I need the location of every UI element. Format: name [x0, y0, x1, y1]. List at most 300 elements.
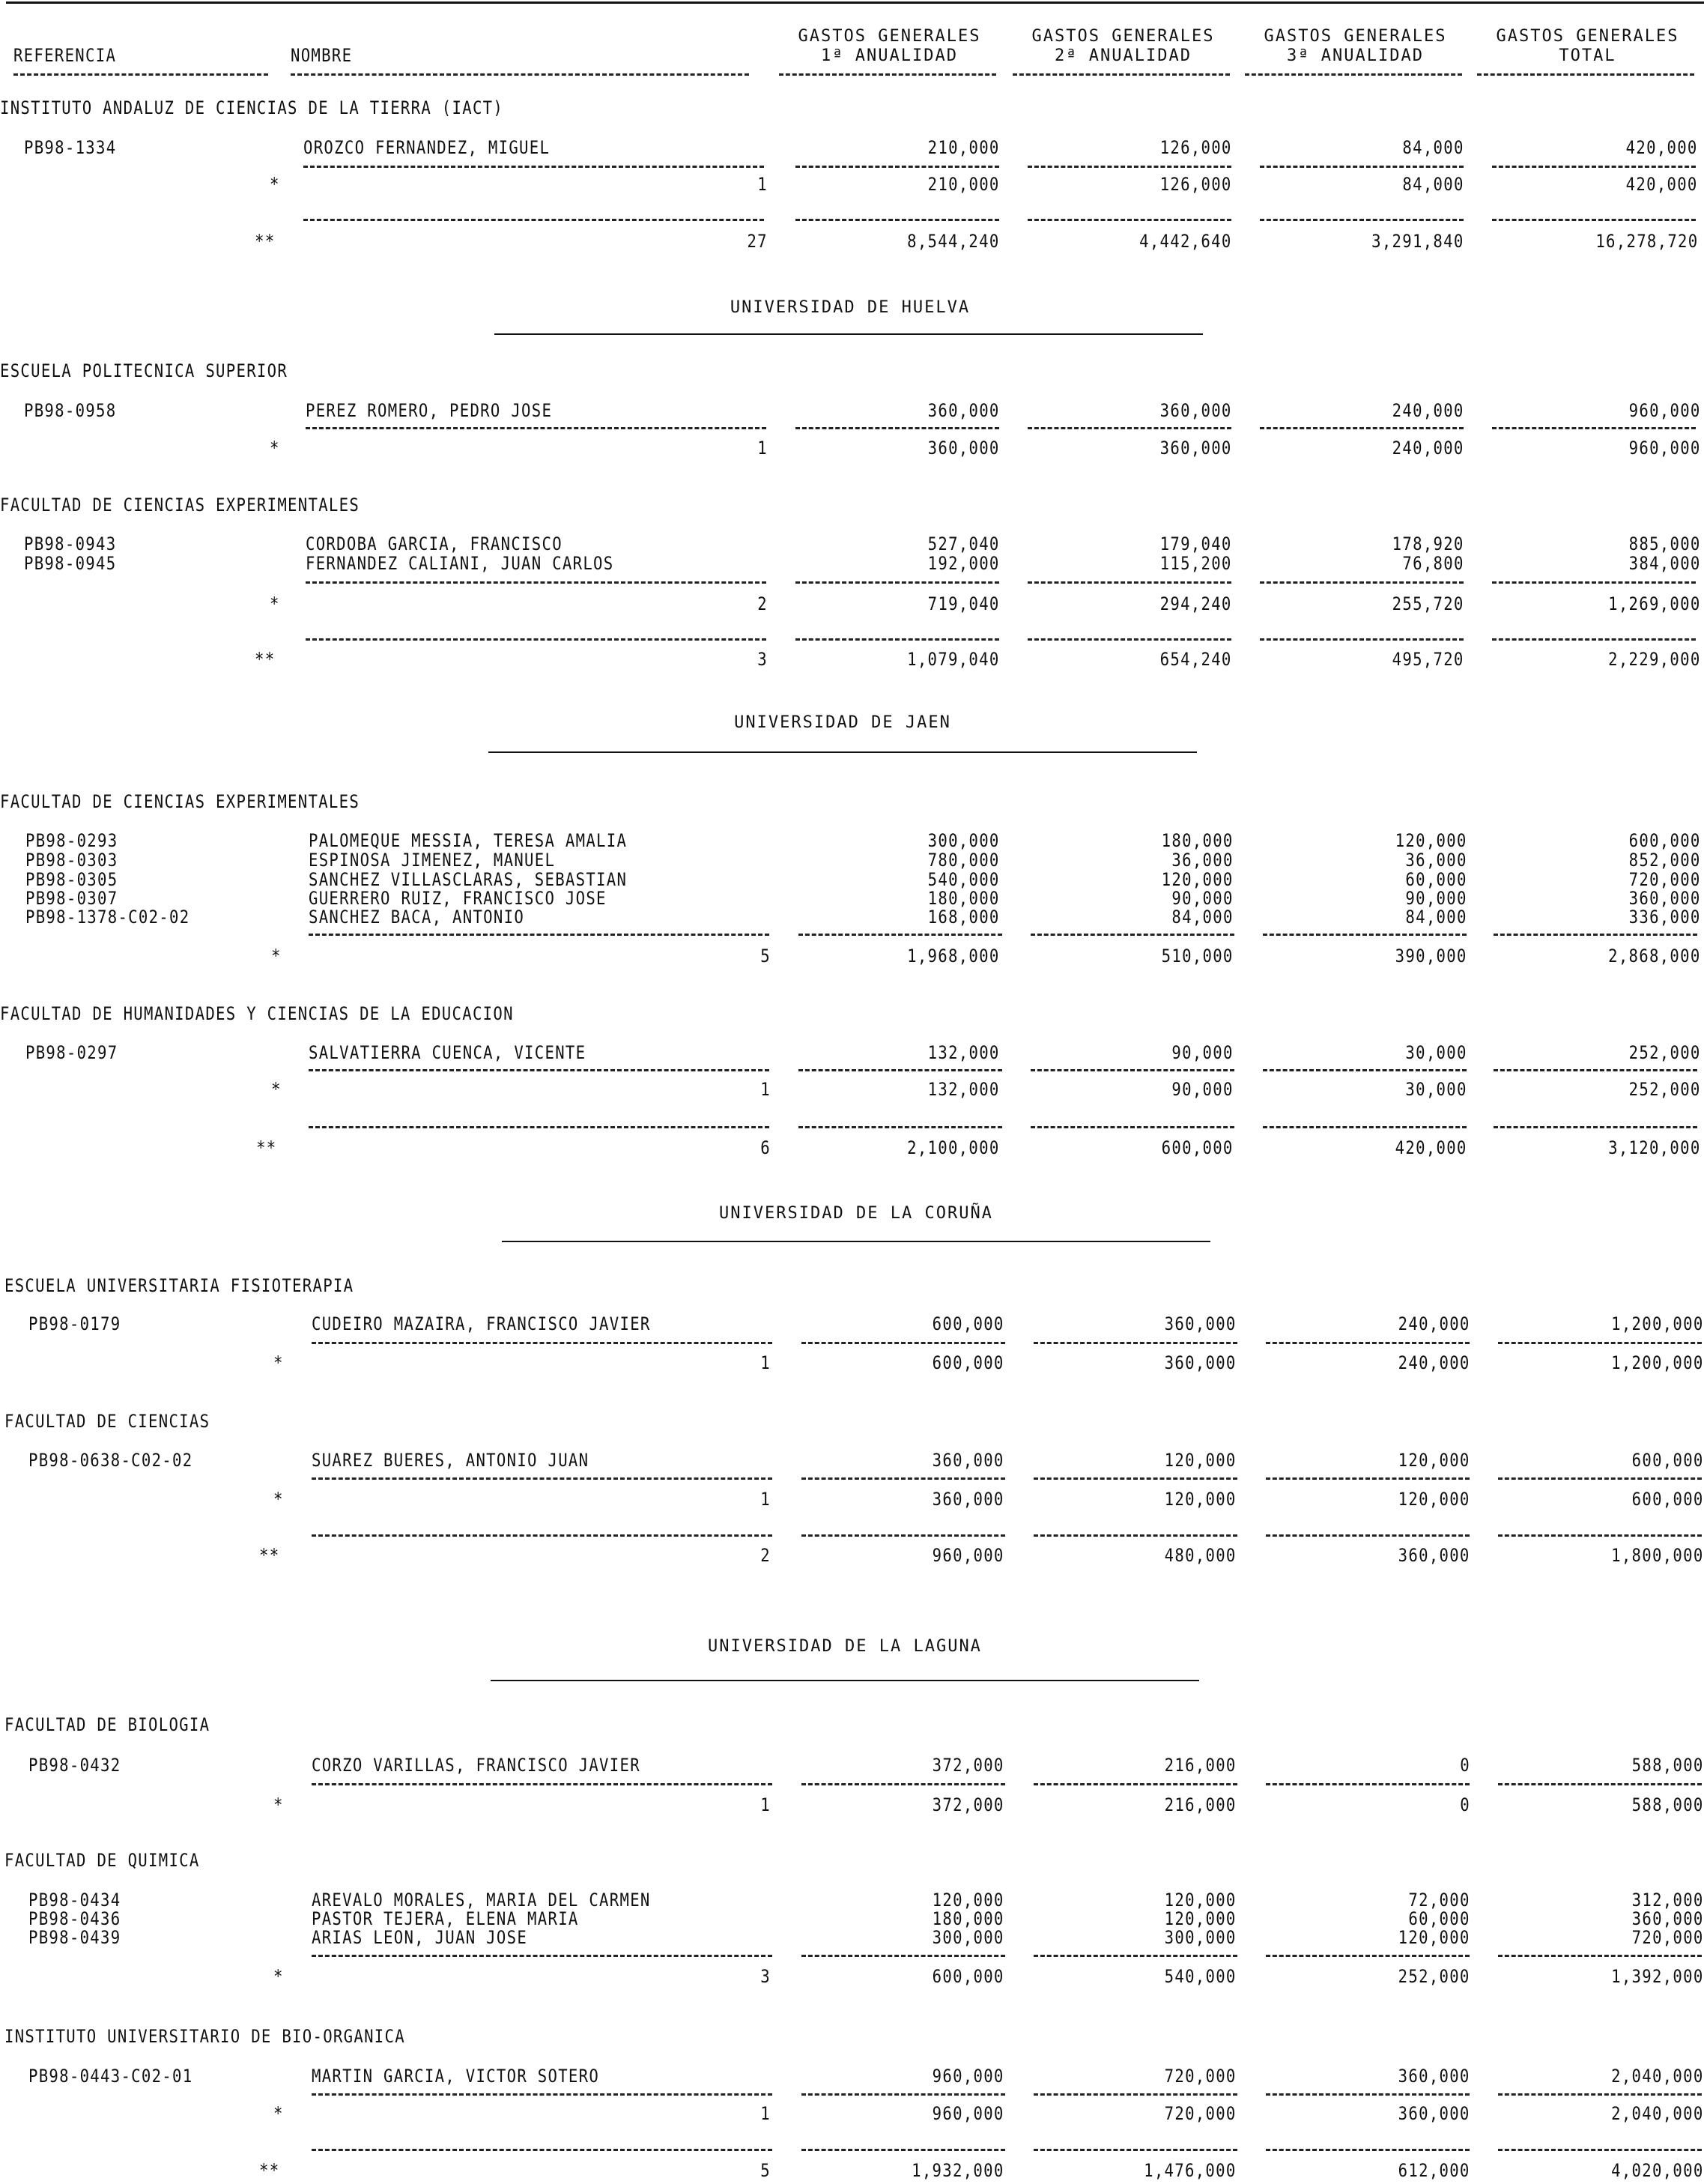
divider: [312, 2093, 772, 2096]
divider: [1492, 427, 1696, 429]
header-col1-l1: GASTOS GENERALES: [798, 27, 981, 46]
divider: [1031, 1069, 1234, 1071]
anualidad-3: 0: [1460, 1794, 1470, 1815]
anualidad-2: 1,476,000: [1144, 2160, 1237, 2181]
subtotal-mark: *: [270, 174, 280, 195]
anualidad-2: 179,040: [1159, 533, 1232, 554]
count: 1: [760, 2103, 771, 2124]
anualidad-2: 360,000: [1164, 1352, 1237, 1373]
anualidad-3: 178,920: [1392, 533, 1464, 554]
divider: [801, 1955, 1005, 1957]
subtotal-mark: *: [271, 946, 282, 967]
divider: [801, 2149, 1005, 2151]
anualidad-2: 120,000: [1164, 1890, 1237, 1911]
total: 960,000: [1628, 400, 1701, 421]
anualidad-1: 132,000: [927, 1042, 1000, 1063]
anualidad-3: 360,000: [1398, 1545, 1470, 1566]
divider: [1492, 581, 1696, 584]
anualidad-3: 30,000: [1405, 1042, 1467, 1063]
anualidad-1: 8,544,240: [907, 231, 1000, 252]
anualidad-1: 527,040: [927, 533, 1000, 554]
university-underline: [502, 1241, 1210, 1242]
divider: [795, 166, 999, 168]
divider: [1260, 581, 1464, 584]
divider: [801, 1342, 1005, 1344]
center-name: ESCUELA UNIVERSITARIA FISIOTERAPIA: [4, 1275, 354, 1296]
divider: [1034, 1534, 1237, 1537]
anualidad-2: 180,000: [1161, 830, 1234, 851]
divider: [309, 934, 769, 936]
nombre: SANCHEZ VILLASCLARAS, SEBASTIAN: [309, 869, 628, 890]
nombre: ESPINOSA JIMENEZ, MANUEL: [309, 850, 556, 871]
anualidad-3: 84,000: [1402, 174, 1464, 195]
header-divider: [1477, 73, 1694, 76]
anualidad-3: 76,800: [1402, 553, 1464, 574]
divider: [1034, 2093, 1237, 2096]
nombre: SALVATIERRA CUENCA, VICENTE: [309, 1042, 586, 1063]
divider: [1494, 1126, 1697, 1128]
nombre: PEREZ ROMERO, PEDRO JOSE: [306, 400, 553, 421]
divider: [1266, 1534, 1470, 1537]
anualidad-2: 120,000: [1164, 1450, 1237, 1471]
divider: [1260, 638, 1464, 641]
university-underline: [491, 1680, 1199, 1681]
divider: [1498, 1477, 1702, 1480]
anualidad-3: 3,291,840: [1371, 231, 1464, 252]
anualidad-1: 120,000: [932, 1890, 1004, 1911]
count: 6: [760, 1137, 771, 1158]
center-name: FACULTAD DE HUMANIDADES Y CIENCIAS DE LA EDUCACION: [0, 1003, 514, 1024]
anualidad-2: 216,000: [1164, 1794, 1237, 1815]
anualidad-1: 360,000: [927, 400, 1000, 421]
anualidad-3: 84,000: [1405, 907, 1467, 928]
divider: [1498, 1955, 1702, 1957]
anualidad-2: 480,000: [1164, 1545, 1237, 1566]
referencia: PB98-0179: [28, 1313, 121, 1334]
referencia: PB98-0443-C02-01: [28, 2066, 193, 2087]
anualidad-2: 600,000: [1161, 1137, 1234, 1158]
divider: [1260, 427, 1464, 429]
anualidad-2: 90,000: [1171, 1079, 1234, 1100]
divider: [1492, 219, 1696, 221]
anualidad-1: 360,000: [932, 1489, 1004, 1510]
anualidad-3: 72,000: [1408, 1890, 1470, 1911]
anualidad-1: 960,000: [932, 1545, 1004, 1566]
divider: [306, 581, 766, 584]
divider: [1034, 1955, 1237, 1957]
divider: [1034, 1783, 1237, 1785]
divider: [1266, 2149, 1470, 2151]
anualidad-3: 240,000: [1392, 438, 1464, 459]
total: 960,000: [1628, 438, 1701, 459]
divider: [1498, 2093, 1702, 2096]
anualidad-2: 360,000: [1159, 438, 1232, 459]
center-name: FACULTAD DE CIENCIAS: [4, 1411, 210, 1432]
anualidad-3: 36,000: [1405, 850, 1467, 871]
total: 2,040,000: [1611, 2066, 1704, 2087]
nombre: CORZO VARILLAS, FRANCISCO JAVIER: [312, 1755, 640, 1776]
divider: [1031, 1126, 1234, 1128]
center-name: INSTITUTO UNIVERSITARIO DE BIO-ORGANICA: [4, 2026, 405, 2047]
anualidad-3: 120,000: [1398, 1927, 1470, 1948]
center-name: INSTITUTO ANDALUZ DE CIENCIAS DE LA TIERRA (IACT): [0, 97, 504, 118]
anualidad-1: 360,000: [927, 438, 1000, 459]
total-mark: **: [259, 1545, 280, 1566]
anualidad-1: 360,000: [932, 1450, 1004, 1471]
referencia: PB98-0432: [28, 1755, 121, 1776]
count: 2: [757, 593, 768, 614]
total: 600,000: [1631, 1489, 1704, 1510]
referencia: PB98-0638-C02-02: [28, 1450, 193, 1471]
center-name: FACULTAD DE CIENCIAS EXPERIMENTALES: [0, 791, 360, 812]
divider: [306, 427, 766, 429]
total: 360,000: [1628, 888, 1701, 909]
count: 5: [760, 2160, 771, 2181]
anualidad-2: 294,240: [1159, 593, 1232, 614]
anualidad-2: 90,000: [1171, 888, 1234, 909]
center-name: ESCUELA POLITECNICA SUPERIOR: [0, 360, 288, 381]
anualidad-1: 960,000: [932, 2103, 1004, 2124]
anualidad-3: 90,000: [1405, 888, 1467, 909]
anualidad-1: 960,000: [932, 2066, 1004, 2087]
header-col4-l1: GASTOS GENERALES: [1496, 27, 1679, 46]
total: 1,392,000: [1611, 1966, 1704, 1987]
total: 336,000: [1628, 907, 1701, 928]
divider: [309, 1069, 769, 1071]
anualidad-3: 612,000: [1398, 2160, 1470, 2181]
divider: [795, 219, 999, 221]
divider: [1028, 427, 1231, 429]
anualidad-1: 1,968,000: [907, 946, 1000, 967]
university-title: UNIVERSIDAD DE HUELVA: [730, 298, 971, 317]
anualidad-3: 420,000: [1395, 1137, 1467, 1158]
total: 16,278,720: [1595, 231, 1698, 252]
divider: [312, 1534, 772, 1537]
anualidad-1: 1,932,000: [912, 2160, 1004, 2181]
total: 3,120,000: [1608, 1137, 1701, 1158]
divider: [303, 219, 764, 221]
subtotal-mark: *: [273, 1352, 284, 1373]
anualidad-3: 360,000: [1398, 2103, 1470, 2124]
anualidad-2: 36,000: [1171, 850, 1234, 871]
divider: [312, 2149, 772, 2151]
anualidad-3: 120,000: [1398, 1450, 1470, 1471]
divider: [309, 1126, 769, 1128]
divider: [795, 638, 999, 641]
total: 2,040,000: [1611, 2103, 1704, 2124]
nombre: GUERRERO RUIZ, FRANCISCO JOSE: [309, 888, 607, 909]
anualidad-3: 240,000: [1398, 1313, 1470, 1334]
anualidad-1: 300,000: [927, 830, 1000, 851]
university-title: UNIVERSIDAD DE JAEN: [734, 713, 951, 732]
center-name: FACULTAD DE QUIMICA: [4, 1850, 200, 1871]
anualidad-1: 372,000: [932, 1755, 1004, 1776]
subtotal-mark: *: [273, 1794, 284, 1815]
referencia: PB98-0293: [25, 830, 118, 851]
header-col3-l2: 3ª ANUALIDAD: [1287, 46, 1424, 65]
count: 3: [760, 1966, 771, 1987]
divider: [312, 1955, 772, 1957]
university-underline: [494, 333, 1203, 335]
anualidad-2: 120,000: [1164, 1489, 1237, 1510]
divider: [1263, 934, 1467, 936]
nombre: SUAREZ BUERES, ANTONIO JUAN: [312, 1450, 589, 1471]
divider: [1266, 1477, 1470, 1480]
anualidad-2: 115,200: [1159, 553, 1232, 574]
divider: [1034, 2149, 1237, 2151]
referencia: PB98-0307: [25, 888, 118, 909]
nombre: PALOMEQUE MESSIA, TERESA AMALIA: [309, 830, 628, 851]
header-nombre: NOMBRE: [291, 45, 353, 66]
referencia: PB98-0297: [25, 1042, 118, 1063]
university-underline: [488, 751, 1197, 753]
header-referencia: REFERENCIA: [13, 45, 117, 66]
referencia: PB98-0305: [25, 869, 118, 890]
anualidad-2: 120,000: [1161, 869, 1234, 890]
total: 600,000: [1631, 1450, 1704, 1471]
header-col2-l2: 2ª ANUALIDAD: [1055, 46, 1192, 65]
anualidad-2: 540,000: [1164, 1966, 1237, 1987]
total: 2,229,000: [1608, 649, 1701, 670]
total: 252,000: [1628, 1079, 1701, 1100]
nombre: PASTOR TEJERA, ELENA MARIA: [312, 1908, 579, 1929]
anualidad-3: 240,000: [1398, 1352, 1470, 1373]
divider: [1031, 934, 1234, 936]
header-col4-l2: TOTAL: [1559, 46, 1616, 65]
subtotal-mark: *: [270, 593, 280, 614]
total: 1,800,000: [1611, 1545, 1704, 1566]
anualidad-1: 168,000: [927, 907, 1000, 928]
divider: [1266, 1342, 1470, 1344]
count: 1: [760, 1352, 771, 1373]
divider: [1266, 2093, 1470, 2096]
anualidad-3: 495,720: [1392, 649, 1464, 670]
count: 2: [760, 1545, 771, 1566]
anualidad-2: 720,000: [1164, 2066, 1237, 2087]
divider: [1494, 1069, 1697, 1071]
anualidad-1: 1,079,040: [907, 649, 1000, 670]
total: 312,000: [1631, 1890, 1704, 1911]
anualidad-2: 300,000: [1164, 1927, 1237, 1948]
divider: [1498, 2149, 1702, 2151]
total: 600,000: [1628, 830, 1701, 851]
top-rule: [6, 1, 1704, 4]
anualidad-1: 600,000: [932, 1313, 1004, 1334]
divider: [1494, 934, 1697, 936]
anualidad-3: 0: [1460, 1755, 1470, 1776]
anualidad-2: 720,000: [1164, 2103, 1237, 2124]
divider: [1492, 638, 1696, 641]
divider: [312, 1342, 772, 1344]
divider: [1260, 219, 1464, 221]
subtotal-mark: *: [271, 1079, 282, 1100]
divider: [303, 166, 764, 168]
divider: [1498, 1342, 1702, 1344]
header-divider: [13, 73, 268, 76]
divider: [312, 1477, 772, 1480]
anualidad-3: 60,000: [1408, 1908, 1470, 1929]
header-divider: [779, 73, 996, 76]
header-divider: [1245, 73, 1462, 76]
anualidad-1: 540,000: [927, 869, 1000, 890]
divider: [801, 1534, 1005, 1537]
center-name: FACULTAD DE CIENCIAS EXPERIMENTALES: [0, 494, 360, 515]
subtotal-mark: *: [270, 438, 280, 459]
anualidad-3: 30,000: [1405, 1079, 1467, 1100]
anualidad-3: 240,000: [1392, 400, 1464, 421]
anualidad-3: 120,000: [1398, 1489, 1470, 1510]
divider: [1492, 166, 1696, 168]
divider: [1266, 1783, 1470, 1785]
anualidad-2: 126,000: [1159, 137, 1232, 158]
nombre: ARIAS LEON, JUAN JOSE: [312, 1927, 528, 1948]
total-mark: **: [256, 1137, 277, 1158]
subtotal-mark: *: [273, 1489, 284, 1510]
divider: [1263, 1126, 1467, 1128]
total: 360,000: [1631, 1908, 1704, 1929]
divider: [1260, 166, 1464, 168]
referencia: PB98-0439: [28, 1927, 121, 1948]
referencia: PB98-0943: [24, 533, 117, 554]
referencia: PB98-0434: [28, 1890, 121, 1911]
divider: [1498, 1534, 1702, 1537]
total: 720,000: [1631, 1927, 1704, 1948]
nombre: AREVALO MORALES, MARIA DEL CARMEN: [312, 1890, 651, 1911]
total: 852,000: [1628, 850, 1701, 871]
total: 252,000: [1628, 1042, 1701, 1063]
header-col1-l2: 1ª ANUALIDAD: [821, 46, 958, 65]
count: 3: [757, 649, 768, 670]
nombre: CUDEIRO MAZAIRA, FRANCISCO JAVIER: [312, 1313, 651, 1334]
referencia: PB98-1334: [24, 137, 117, 158]
anualidad-1: 210,000: [927, 174, 1000, 195]
anualidad-2: 654,240: [1159, 649, 1232, 670]
anualidad-3: 120,000: [1395, 830, 1467, 851]
divider: [798, 1069, 1002, 1071]
referencia: PB98-0945: [24, 553, 117, 574]
university-title: UNIVERSIDAD DE LA LAGUNA: [708, 1637, 982, 1656]
subtotal-mark: *: [273, 1966, 284, 1987]
divider: [1263, 1069, 1467, 1071]
total: 4,020,000: [1611, 2160, 1704, 2181]
total: 420,000: [1625, 174, 1698, 195]
divider: [1028, 638, 1231, 641]
anualidad-1: 372,000: [932, 1794, 1004, 1815]
anualidad-2: 510,000: [1161, 946, 1234, 967]
total: 2,868,000: [1608, 946, 1701, 967]
count: 1: [760, 1794, 771, 1815]
header-divider: [1013, 73, 1230, 76]
total: 1,200,000: [1611, 1352, 1704, 1373]
referencia: PB98-0303: [25, 850, 118, 871]
anualidad-2: 4,442,640: [1139, 231, 1232, 252]
university-title: UNIVERSIDAD DE LA CORUÑA: [719, 1204, 993, 1223]
anualidad-1: 180,000: [927, 888, 1000, 909]
anualidad-3: 84,000: [1402, 137, 1464, 158]
count: 1: [757, 174, 768, 195]
anualidad-2: 84,000: [1171, 907, 1234, 928]
nombre: MARTIN GARCIA, VICTOR SOTERO: [312, 2066, 600, 2087]
anualidad-2: 126,000: [1159, 174, 1232, 195]
referencia: PB98-1378-C02-02: [25, 907, 190, 928]
nombre: CORDOBA GARCIA, FRANCISCO: [306, 533, 563, 554]
anualidad-1: 132,000: [927, 1079, 1000, 1100]
anualidad-1: 180,000: [932, 1908, 1004, 1929]
divider: [1028, 166, 1231, 168]
subtotal-mark: *: [273, 2103, 284, 2124]
divider: [1034, 1477, 1237, 1480]
count: 1: [760, 1489, 771, 1510]
nombre: SANCHEZ BACA, ANTONIO: [309, 907, 525, 928]
anualidad-1: 192,000: [927, 553, 1000, 574]
divider: [1498, 1783, 1702, 1785]
nombre: OROZCO FERNANDEZ, MIGUEL: [303, 137, 551, 158]
anualidad-1: 210,000: [927, 137, 1000, 158]
anualidad-1: 300,000: [932, 1927, 1004, 1948]
total: 885,000: [1628, 533, 1701, 554]
total: 1,269,000: [1608, 593, 1701, 614]
total-mark: **: [255, 649, 276, 670]
divider: [1034, 1342, 1237, 1344]
total: 720,000: [1628, 869, 1701, 890]
count: 1: [757, 438, 768, 459]
anualidad-2: 360,000: [1164, 1313, 1237, 1334]
header-divider: [291, 73, 749, 76]
divider: [1266, 1955, 1470, 1957]
divider: [801, 1783, 1005, 1785]
count: 27: [747, 231, 768, 252]
referencia: PB98-0436: [28, 1908, 121, 1929]
anualidad-1: 780,000: [927, 850, 1000, 871]
total-mark: **: [255, 231, 276, 252]
anualidad-1: 2,100,000: [907, 1137, 1000, 1158]
count: 1: [760, 1079, 771, 1100]
anualidad-2: 216,000: [1164, 1755, 1237, 1776]
anualidad-1: 719,040: [927, 593, 1000, 614]
divider: [798, 934, 1002, 936]
divider: [795, 581, 999, 584]
header-col3-l1: GASTOS GENERALES: [1264, 27, 1447, 46]
anualidad-3: 360,000: [1398, 2066, 1470, 2087]
total-mark: **: [259, 2160, 280, 2181]
count: 5: [760, 946, 771, 967]
divider: [801, 1477, 1005, 1480]
anualidad-3: 255,720: [1392, 593, 1464, 614]
anualidad-3: 60,000: [1405, 869, 1467, 890]
divider: [1028, 581, 1231, 584]
nombre: FERNANDEZ CALIANI, JUAN CARLOS: [306, 553, 614, 574]
anualidad-3: 252,000: [1398, 1966, 1470, 1987]
header-col2-l1: GASTOS GENERALES: [1031, 27, 1215, 46]
divider: [1028, 219, 1231, 221]
total: 588,000: [1631, 1755, 1704, 1776]
divider: [312, 1783, 772, 1785]
total: 1,200,000: [1611, 1313, 1704, 1334]
anualidad-2: 360,000: [1159, 400, 1232, 421]
referencia: PB98-0958: [24, 400, 117, 421]
anualidad-2: 120,000: [1164, 1908, 1237, 1929]
divider: [795, 427, 999, 429]
anualidad-1: 600,000: [932, 1966, 1004, 1987]
divider: [306, 638, 766, 641]
anualidad-2: 90,000: [1171, 1042, 1234, 1063]
divider: [801, 2093, 1005, 2096]
total: 420,000: [1625, 137, 1698, 158]
center-name: FACULTAD DE BIOLOGIA: [4, 1714, 210, 1735]
anualidad-1: 600,000: [932, 1352, 1004, 1373]
total: 384,000: [1628, 553, 1701, 574]
total: 588,000: [1631, 1794, 1704, 1815]
